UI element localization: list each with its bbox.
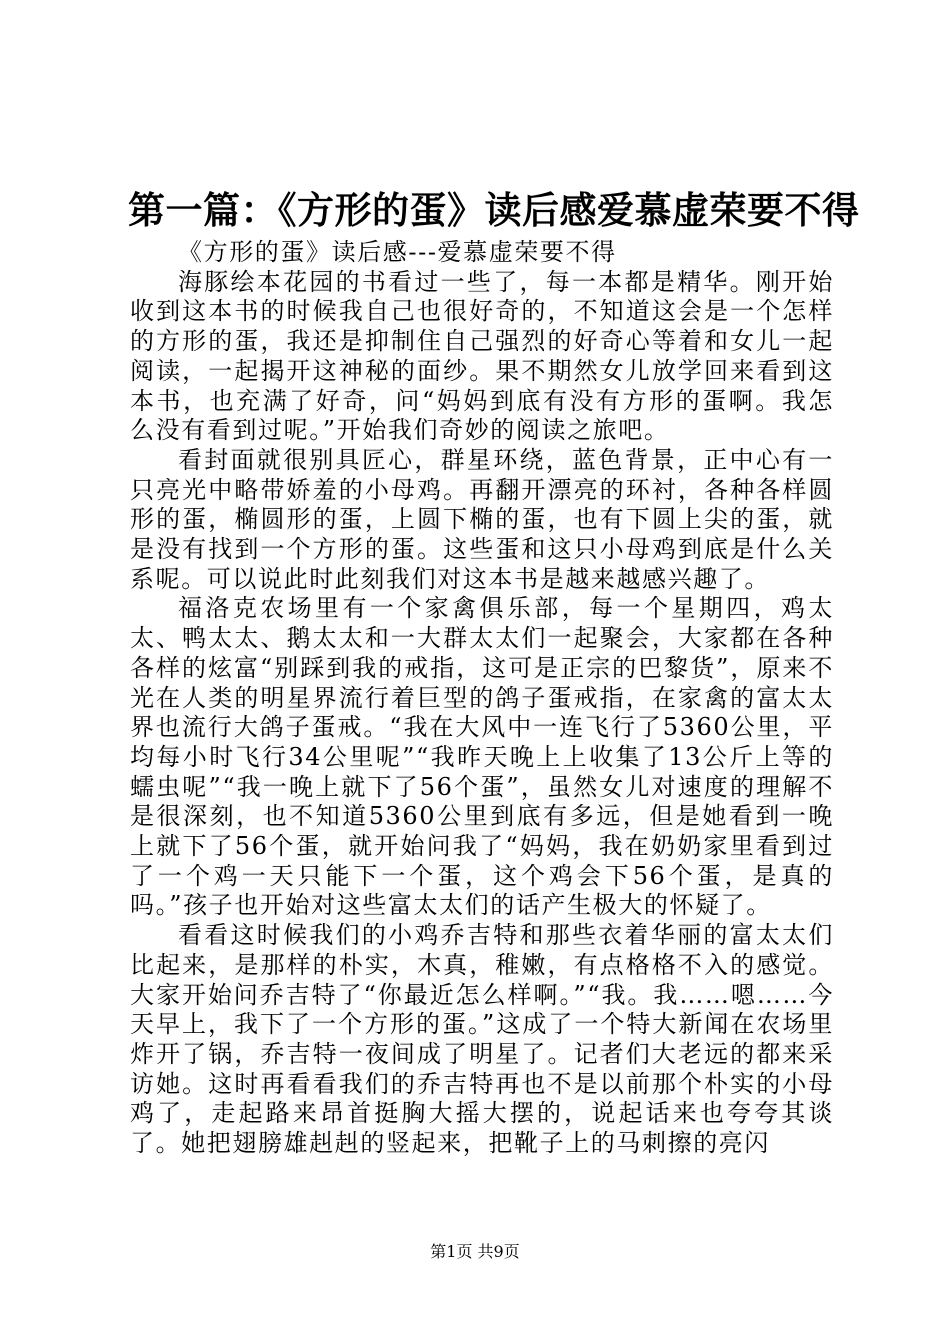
subtitle-paragraph: 《方形的蛋》读后感---爱慕虚荣要不得 — [178, 238, 617, 266]
body-paragraph: 看封面就很别具匠心，群星环绕，蓝色背景，正中心有一只亮光中略带娇羞的小母鸡。再翻开漂亮的环衬，各种各样圆形的蛋，椭圆形的蛋，上圆下椭的蛋，也有下圆上尖的蛋，就是没有找到一个方形的蛋。这些蛋和这只小母鸡到底是什么关系呢。可以说此时此刻我们对这本书是越来越感兴趣了。 — [130, 445, 834, 593]
page-number-footer: 第1页 共9页 — [430, 1242, 520, 1261]
document-title: 第一篇：《方形的蛋》读后感爱慕虚荣要不得 — [128, 188, 860, 232]
document-body — [130, 238, 834, 1159]
body-paragraph: 海豚绘本花园的书看过一些了，每一本都是精华。刚开始收到这本书的时候我自己也很好奇的，不知道这会是一个怎样的方形的蛋，我还是抑制住自己强烈的好奇心等着和女儿一起阅读，一起揭开这神秘的面纱。果不期然女儿放学回来看到这本书，也充满了好奇，问“妈妈到底有没有方形的蛋啊。我怎么没有看到过呢。”开始我们奇妙的阅读之旅吧。 — [130, 267, 834, 445]
body-paragraph: 福洛克农场里有一个家禽俱乐部，每一个星期四，鸡太太、鸭太太、鹅太太和一大群太太们一起聚会，大家都在各种各样的炫富“别踩到我的戒指，这可是正宗的巴黎货”，原来不光在人类的明星界流行着巨型的鸽子蛋戒指，在家禽的富太太界也流行大鸽子蛋戒。“我在大风中一连飞行了5360公里，平均每小时飞行34公里呢”“我昨天晚上上收集了13公斤上等的蠕虫呢”“我一晚上就下了56个蛋”，虽然女儿对速度的理解不是很深刻，也不知道5360公里到底有多远，但是她看到一晚上就下了56个蛋，就开始问我了“妈妈，我在奶奶家里看到过了一个鸡一天只能下一个蛋，这个鸡会下56个蛋，是真的吗。”孩子也开始对这些富太太们的话产生极大的怀疑了。 — [130, 594, 834, 920]
body-paragraph: 看看这时候我们的小鸡乔吉特和那些衣着华丽的富太太们比起来，是那样的朴实，木真，稚嫩，有点格格不入的感觉。大家开始问乔吉特了“你最近怎么样啊。”“我。我……嗯……今天早上，我下了一个方形的蛋。”这成了一个特大新闻在农场里炸开了锅，乔吉特一夜间成了明星了。记者们大老远的都来采访她。这时再看看我们的乔吉特再也不是以前那个朴实的小母鸡了，走起路来昂首挺胸大摇大摆的，说起话来也夸夸其谈了。她把翅膀雄赳赳的竖起来，把靴子上的马刺擦的亮闪 — [130, 921, 834, 1158]
